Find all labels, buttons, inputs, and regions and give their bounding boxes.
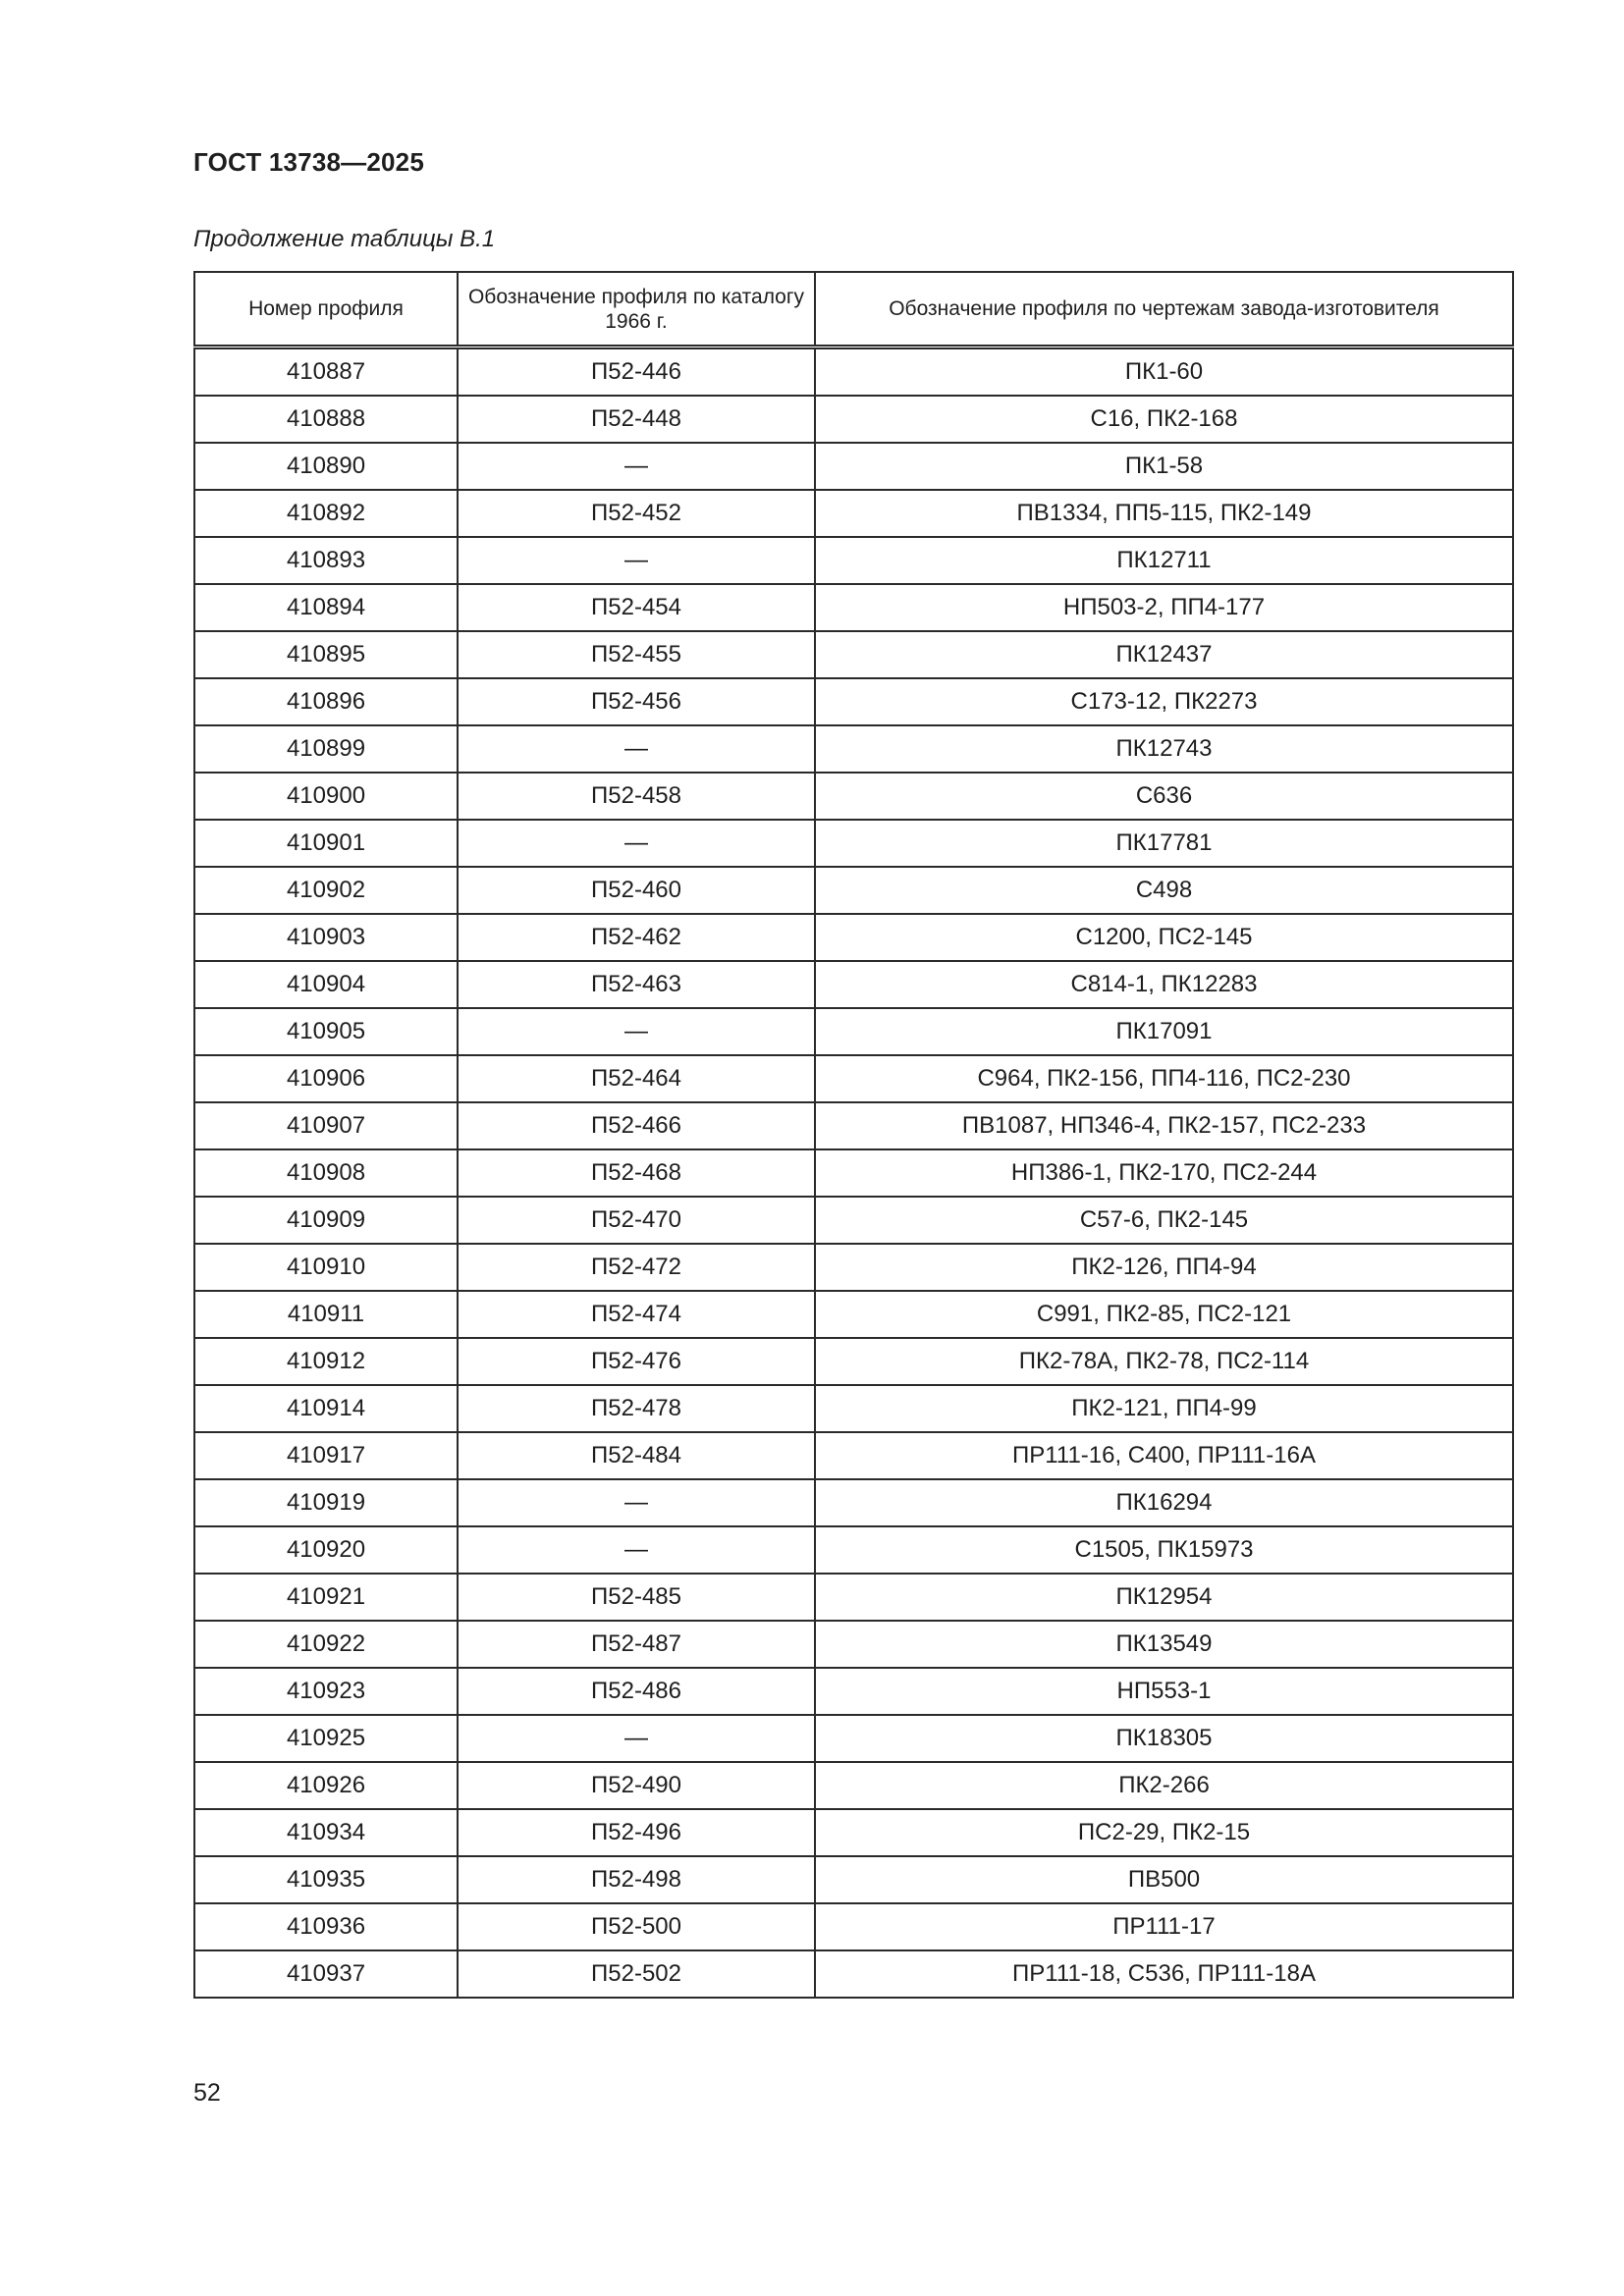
cell-factory-designation: С636 bbox=[815, 773, 1513, 820]
cell-factory-designation: ПК18305 bbox=[815, 1715, 1513, 1762]
cell-catalog-designation: П52-476 bbox=[458, 1338, 815, 1385]
cell-catalog-designation: П52-462 bbox=[458, 914, 815, 961]
cell-catalog-designation: П52-463 bbox=[458, 961, 815, 1008]
cell-catalog-designation: П52-466 bbox=[458, 1102, 815, 1149]
table-row bbox=[194, 1526, 1513, 1574]
cell-factory-designation: ПК12711 bbox=[815, 537, 1513, 584]
cell-catalog-designation: — bbox=[458, 1526, 815, 1574]
cell-profile-number: 410917 bbox=[194, 1432, 458, 1479]
cell-factory-designation: ПК12954 bbox=[815, 1574, 1513, 1621]
cell-catalog-designation: — bbox=[458, 443, 815, 490]
table-row bbox=[194, 537, 1513, 584]
cell-factory-designation: С16, ПК2-168 bbox=[815, 396, 1513, 443]
table-body bbox=[194, 347, 1513, 1999]
cell-factory-designation: ПК16294 bbox=[815, 1479, 1513, 1526]
table-row bbox=[194, 914, 1513, 961]
cell-factory-designation: ПК2-126, ПП4-94 bbox=[815, 1244, 1513, 1291]
cell-profile-number: 410934 bbox=[194, 1809, 458, 1856]
cell-factory-designation: ПВ500 bbox=[815, 1856, 1513, 1903]
table-row bbox=[194, 1809, 1513, 1856]
cell-catalog-designation: П52-498 bbox=[458, 1856, 815, 1903]
cell-profile-number: 410892 bbox=[194, 490, 458, 537]
cell-factory-designation: С964, ПК2-156, ПП4-116, ПС2-230 bbox=[815, 1055, 1513, 1102]
cell-catalog-designation: П52-448 bbox=[458, 396, 815, 443]
cell-catalog-designation: П52-496 bbox=[458, 1809, 815, 1856]
cell-profile-number: 410900 bbox=[194, 773, 458, 820]
cell-catalog-designation: П52-485 bbox=[458, 1574, 815, 1621]
cell-catalog-designation: П52-455 bbox=[458, 631, 815, 678]
cell-profile-number: 410911 bbox=[194, 1291, 458, 1338]
cell-catalog-designation: П52-460 bbox=[458, 867, 815, 914]
cell-factory-designation: С57-6, ПК2-145 bbox=[815, 1197, 1513, 1244]
cell-catalog-designation: — bbox=[458, 537, 815, 584]
cell-profile-number: 410910 bbox=[194, 1244, 458, 1291]
cell-profile-number: 410899 bbox=[194, 725, 458, 773]
cell-profile-number: 410905 bbox=[194, 1008, 458, 1055]
cell-factory-designation: ПС2-29, ПК2-15 bbox=[815, 1809, 1513, 1856]
table-row bbox=[194, 1055, 1513, 1102]
cell-factory-designation: НП553-1 bbox=[815, 1668, 1513, 1715]
cell-profile-number: 410890 bbox=[194, 443, 458, 490]
table-row bbox=[194, 490, 1513, 537]
cell-factory-designation: ПК2-121, ПП4-99 bbox=[815, 1385, 1513, 1432]
cell-catalog-designation: — bbox=[458, 1008, 815, 1055]
cell-profile-number: 410902 bbox=[194, 867, 458, 914]
table-row bbox=[194, 961, 1513, 1008]
cell-profile-number: 410936 bbox=[194, 1903, 458, 1950]
cell-factory-designation: ПК13549 bbox=[815, 1621, 1513, 1668]
table-row bbox=[194, 820, 1513, 867]
cell-profile-number: 410895 bbox=[194, 631, 458, 678]
cell-profile-number: 410901 bbox=[194, 820, 458, 867]
cell-factory-designation: ПК17781 bbox=[815, 820, 1513, 867]
cell-catalog-designation: П52-500 bbox=[458, 1903, 815, 1950]
cell-profile-number: 410887 bbox=[194, 347, 458, 397]
cell-factory-designation: НП386-1, ПК2-170, ПС2-244 bbox=[815, 1149, 1513, 1197]
table-row bbox=[194, 1762, 1513, 1809]
cell-profile-number: 410919 bbox=[194, 1479, 458, 1526]
table-row bbox=[194, 396, 1513, 443]
cell-catalog-designation: П52-484 bbox=[458, 1432, 815, 1479]
table-row bbox=[194, 1102, 1513, 1149]
table-header-row bbox=[194, 272, 1513, 347]
cell-profile-number: 410907 bbox=[194, 1102, 458, 1149]
cell-factory-designation: ПК12743 bbox=[815, 725, 1513, 773]
cell-catalog-designation: П52-478 bbox=[458, 1385, 815, 1432]
cell-profile-number: 410923 bbox=[194, 1668, 458, 1715]
table-row bbox=[194, 1479, 1513, 1526]
cell-profile-number: 410888 bbox=[194, 396, 458, 443]
cell-catalog-designation: П52-490 bbox=[458, 1762, 815, 1809]
page-number: 52 bbox=[193, 2079, 221, 2107]
table-row bbox=[194, 1197, 1513, 1244]
cell-factory-designation: НП503-2, ПП4-177 bbox=[815, 584, 1513, 631]
cell-factory-designation: ПР111-16, С400, ПР111-16А bbox=[815, 1432, 1513, 1479]
cell-catalog-designation: П52-474 bbox=[458, 1291, 815, 1338]
cell-profile-number: 410937 bbox=[194, 1950, 458, 1998]
cell-factory-designation: ПР111-18, С536, ПР111-18А bbox=[815, 1950, 1513, 1998]
cell-factory-designation: С814-1, ПК12283 bbox=[815, 961, 1513, 1008]
cell-factory-designation: ПВ1087, НП346-4, ПК2-157, ПС2-233 bbox=[815, 1102, 1513, 1149]
column-header-profile-number: Номер профиля bbox=[194, 272, 458, 347]
table-row bbox=[194, 347, 1513, 397]
cell-factory-designation: ПК17091 bbox=[815, 1008, 1513, 1055]
cell-profile-number: 410908 bbox=[194, 1149, 458, 1197]
table-row bbox=[194, 443, 1513, 490]
table-row bbox=[194, 1856, 1513, 1903]
table-row bbox=[194, 1385, 1513, 1432]
cell-catalog-designation: — bbox=[458, 1479, 815, 1526]
column-header-factory-designation: Обозначение профиля по чертежам завода-изготовителя bbox=[815, 272, 1513, 347]
cell-profile-number: 410909 bbox=[194, 1197, 458, 1244]
cell-catalog-designation: П52-452 bbox=[458, 490, 815, 537]
cell-catalog-designation: П52-470 bbox=[458, 1197, 815, 1244]
cell-factory-designation: ПК12437 bbox=[815, 631, 1513, 678]
cell-catalog-designation: П52-446 bbox=[458, 347, 815, 397]
table-row bbox=[194, 1668, 1513, 1715]
cell-factory-designation: ПР111-17 bbox=[815, 1903, 1513, 1950]
cell-factory-designation: ПК1-60 bbox=[815, 347, 1513, 397]
cell-profile-number: 410904 bbox=[194, 961, 458, 1008]
cell-factory-designation: ПК2-266 bbox=[815, 1762, 1513, 1809]
cell-factory-designation: С1505, ПК15973 bbox=[815, 1526, 1513, 1574]
cell-profile-number: 410922 bbox=[194, 1621, 458, 1668]
cell-catalog-designation: П52-454 bbox=[458, 584, 815, 631]
table-row bbox=[194, 678, 1513, 725]
cell-factory-designation: С1200, ПС2-145 bbox=[815, 914, 1513, 961]
table-row bbox=[194, 1621, 1513, 1668]
document-header: ГОСТ 13738—2025 bbox=[193, 147, 424, 177]
table-row bbox=[194, 867, 1513, 914]
cell-catalog-designation: П52-458 bbox=[458, 773, 815, 820]
table-row bbox=[194, 584, 1513, 631]
cell-profile-number: 410914 bbox=[194, 1385, 458, 1432]
cell-factory-designation: С498 bbox=[815, 867, 1513, 914]
cell-catalog-designation: П52-502 bbox=[458, 1950, 815, 1998]
table-row bbox=[194, 1338, 1513, 1385]
cell-factory-designation: С991, ПК2-85, ПС2-121 bbox=[815, 1291, 1513, 1338]
cell-profile-number: 410912 bbox=[194, 1338, 458, 1385]
cell-catalog-designation: — bbox=[458, 725, 815, 773]
cell-catalog-designation: — bbox=[458, 1715, 815, 1762]
table-row bbox=[194, 1903, 1513, 1950]
cell-factory-designation: ПК2-78А, ПК2-78, ПС2-114 bbox=[815, 1338, 1513, 1385]
cell-profile-number: 410906 bbox=[194, 1055, 458, 1102]
cell-factory-designation: ПК1-58 bbox=[815, 443, 1513, 490]
table-row bbox=[194, 1149, 1513, 1197]
cell-catalog-designation: П52-456 bbox=[458, 678, 815, 725]
table-row bbox=[194, 1574, 1513, 1621]
table-row bbox=[194, 1244, 1513, 1291]
table-caption: Продолжение таблицы В.1 bbox=[193, 226, 496, 252]
profiles-table bbox=[193, 271, 1514, 1999]
cell-catalog-designation: П52-472 bbox=[458, 1244, 815, 1291]
cell-profile-number: 410893 bbox=[194, 537, 458, 584]
cell-profile-number: 410935 bbox=[194, 1856, 458, 1903]
cell-profile-number: 410925 bbox=[194, 1715, 458, 1762]
cell-profile-number: 410921 bbox=[194, 1574, 458, 1621]
cell-factory-designation: ПВ1334, ПП5-115, ПК2-149 bbox=[815, 490, 1513, 537]
column-header-catalog-designation: Обозначение профиля по каталогу 1966 г. bbox=[458, 272, 815, 347]
cell-profile-number: 410920 bbox=[194, 1526, 458, 1574]
cell-profile-number: 410896 bbox=[194, 678, 458, 725]
cell-profile-number: 410894 bbox=[194, 584, 458, 631]
cell-profile-number: 410903 bbox=[194, 914, 458, 961]
table-row bbox=[194, 1008, 1513, 1055]
cell-catalog-designation: П52-468 bbox=[458, 1149, 815, 1197]
table-row bbox=[194, 631, 1513, 678]
cell-factory-designation: С173-12, ПК2273 bbox=[815, 678, 1513, 725]
cell-catalog-designation: П52-486 bbox=[458, 1668, 815, 1715]
cell-catalog-designation: П52-487 bbox=[458, 1621, 815, 1668]
table-row bbox=[194, 1432, 1513, 1479]
table-row bbox=[194, 1950, 1513, 1998]
table-row bbox=[194, 1291, 1513, 1338]
cell-profile-number: 410926 bbox=[194, 1762, 458, 1809]
cell-catalog-designation: — bbox=[458, 820, 815, 867]
table-row bbox=[194, 773, 1513, 820]
table-row bbox=[194, 725, 1513, 773]
table-row bbox=[194, 1715, 1513, 1762]
cell-catalog-designation: П52-464 bbox=[458, 1055, 815, 1102]
